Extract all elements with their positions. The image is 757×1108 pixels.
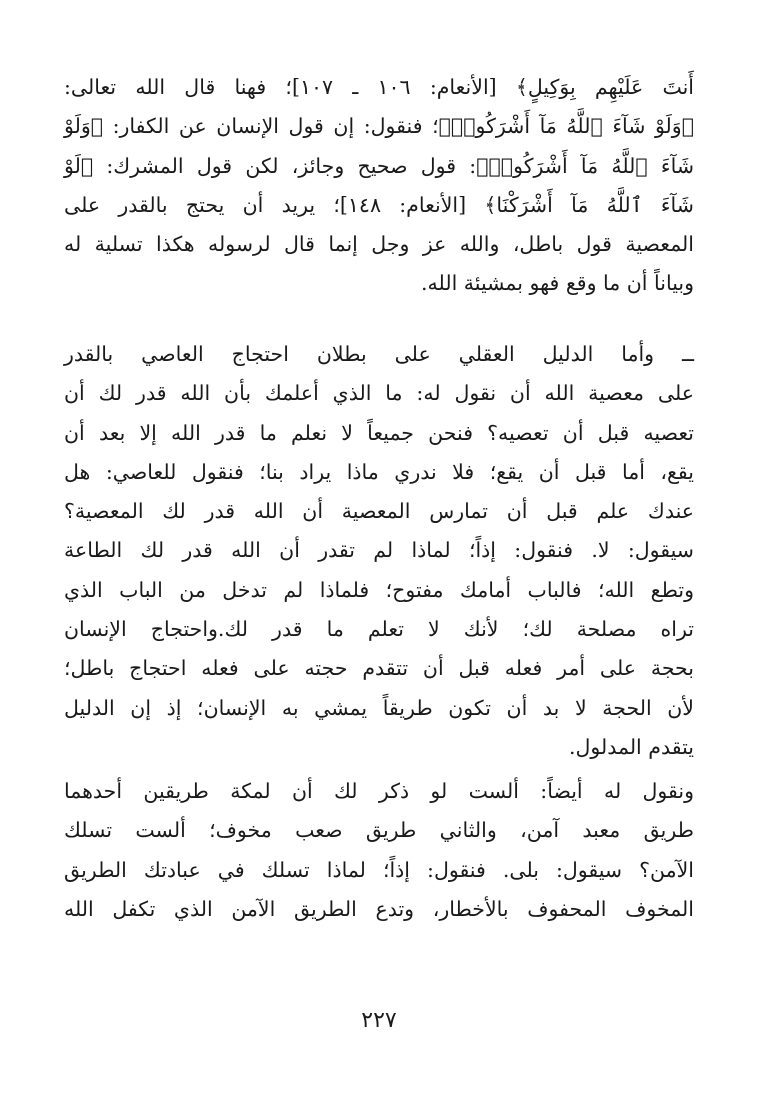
paragraph-3	[64, 772, 694, 929]
text-line: سيقول: لا. فنقول: إذاً؛ لماذا لم تقدر أن الله قدر لك الطاعة	[64, 538, 694, 563]
text-line: بحجة على أمر فعله قبل أن تتقدم حجته على فعله احتجاج باطل؛	[64, 656, 694, 681]
text-line: يقع، أما قبل أن يقع؛ فلا ندري ماذا يراد بنا؛ فنقول للعاصي: هل	[64, 459, 694, 484]
text-line: على معصية الله أن نقول له: ما الذي أعلمك بأن الله قدر لك أن	[64, 381, 694, 406]
text-line: المعصية قول باطل، والله عز وجل إنما قال لرسوله هكذا تسلية له	[64, 232, 694, 257]
paragraph-2	[64, 335, 694, 767]
text-line: لأن الحجة لا بد أن تكون طريقاً يمشي به الإنسان؛ إذ إن الدليل	[64, 695, 694, 720]
text-line: عندك علم قبل أن تمارس المعصية أن الله قدر لك المعصية؟	[64, 499, 694, 524]
text-line: وتطع الله؛ فالباب أمامك مفتوح؛ فلماذا لم تدخل من الباب الذي	[64, 577, 694, 602]
text-line: طريق معبد آمن، والثاني طريق صعب مخوف؛ ألست تسلك	[64, 818, 694, 843]
text-line: الآمن؟ سيقول: بلى. فنقول: إذاً؛ لماذا تسلك في عبادتك الطريق	[64, 857, 694, 882]
text-line: شَآءَ ٱللَّهُ مَآ أَشْرَكُوا۟﴾: قول صحيح وجائز، لكن قول المشرك: ﴿لَوْ	[64, 153, 694, 178]
text-line: شَآءَ ٱللَّهُ مَآ أَشْرَكْنَا﴾ [الأنعام: ١٤٨]؛ يريد أن يحتج بالقدر على	[64, 192, 694, 217]
text-line: المخوف المحفوف بالأخطار، وتدع الطريق الآمن الذي تكفل الله	[64, 896, 694, 921]
text-line: تراه مصلحة لك؛ لأنك لا تعلم ما قدر لك.واحتجاج الإنسان	[64, 617, 694, 642]
text-line: وبياناً أن ما وقع فهو بمشيئة الله.	[421, 271, 694, 296]
page	[64, 60, 694, 1050]
page-number: ٢٢٧	[361, 1008, 397, 1033]
text-line: تعصيه قبل أن تعصيه؟ فنحن جميعاً لا نعلم ما قدر الله إلا بعد أن	[64, 420, 694, 445]
text-line: ﴿وَلَوْ شَآءَ ٱللَّهُ مَآ أَشْرَكُوا۟﴾؛ فنقول: إن قول الإنسان عن الكفار: ﴿وَلَوْ	[64, 114, 694, 139]
text-line: يتقدم المدلول.	[568, 734, 694, 759]
text-line: ــ وأما الدليل العقلي على بطلان احتجاج العاصي بالقدر	[64, 342, 694, 366]
text-line: أَنتَ عَلَيْهِم بِوَكِيلٍ﴾ [الأنعام: ١٠٦ ـ ١٠٧]؛ فهنا قال الله تعالى:	[64, 75, 694, 99]
text-line: ونقول له أيضاً: ألست لو ذكر لك أن لمكة طريقين أحدهما	[64, 779, 694, 803]
paragraph-1	[64, 68, 694, 304]
